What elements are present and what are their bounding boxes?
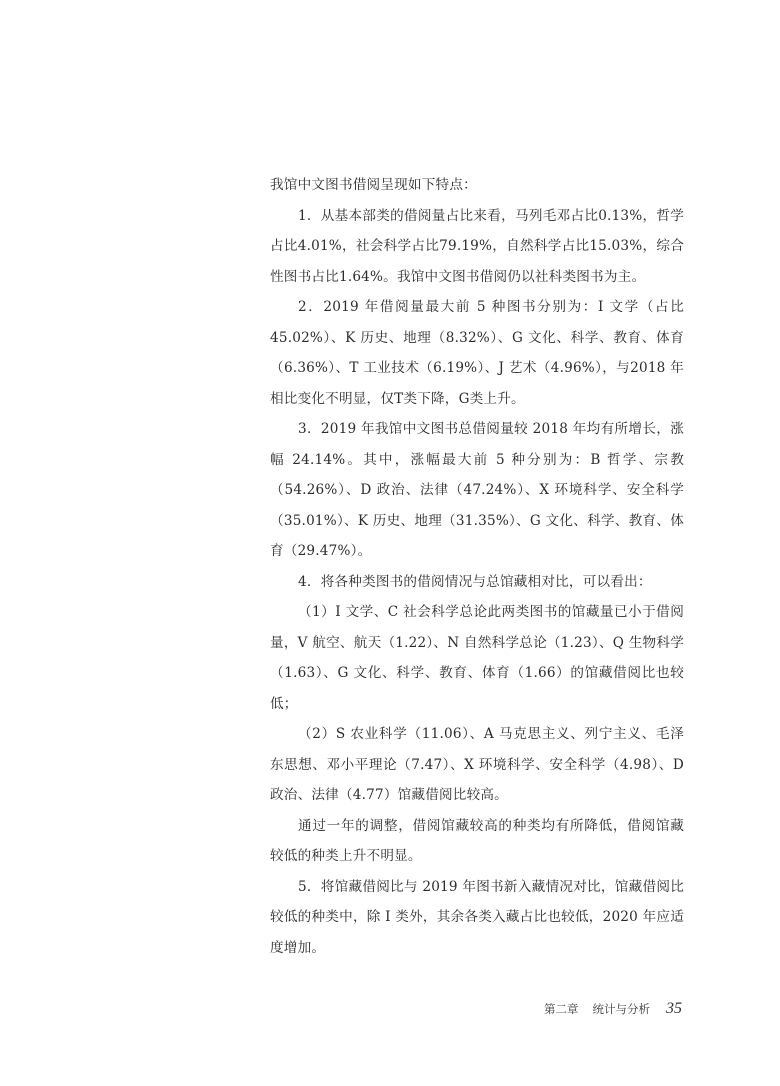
paragraph-3-growth: 3．2019 年我馆中文图书总借阅量较 2018 年均有所增长，涨幅 24.14%。其中，涨幅最大前 5 种分别为：B 哲学、宗教（54.26%）、D 政治、法律（47.24%）、X 环境科学、安全科学（35.01%）、K 历史、地理（31.35%）、G 文化、科学、教育、体育（29.47%）。 xyxy=(270,421,684,559)
paragraph-adjustment: 通过一年的调整，借阅馆藏较高的种类均有所降低，借阅馆藏较低的种类上升不明显。 xyxy=(270,817,684,864)
page-footer xyxy=(544,1000,682,1018)
paragraph-1-category-share: 1．从基本部类的借阅量占比来看，马列毛邓占比0.13%，哲学占比4.01%，社会科学占比79.19%，自然科学占比15.03%，综合性图书占比1.64%。我馆中文图书借阅仍以社科类图书为主。 xyxy=(270,207,684,285)
intro-paragraph: 我馆中文图书借阅呈现如下特点： xyxy=(270,177,477,193)
footer-section: 统计与分析 xyxy=(592,1002,650,1016)
paragraph-5-acquisition: 5．将馆藏借阅比与 2019 年图书新入藏情况对比，馆藏借阅比较低的种类中，除 I 类外，其余各类入藏占比也较低，2020 年应适度增加。 xyxy=(270,878,684,956)
paragraph-2-top-five: 2．2019 年借阅量最大前 5 种图书分别为：I 文学（占比45.02%）、K 历史、地理（8.32%）、G 文化、科学、教育、体育（6.36%）、T 工业技术（6.19%）、J 艺术（4.96%），与2018 年相比变化不明显，仅T类下降，G类上升。 xyxy=(270,299,684,407)
body-text xyxy=(270,170,684,963)
footer-chapter: 第二章 xyxy=(544,1002,579,1016)
page-number: 35 xyxy=(666,1000,682,1017)
paragraph-4-2-high-ratio: （2）S 农业科学（11.06）、A 马克思主义、列宁主义、毛泽东思想、邓小平理论（7.47）、X 环境科学、安全科学（4.98）、D 政治、法律（4.77）馆藏借阅比较高。 xyxy=(270,726,684,803)
paragraph-4-comparison: 4．将各种类图书的借阅情况与总馆藏相对比，可以看出： xyxy=(298,573,652,590)
paragraph-4-1-low-ratio: （1）I 文学、C 社会科学总论此两类图书的馆藏量已小于借阅量，V 航空、航天（1.22）、N 自然科学总论（1.23）、Q 生物科学（1.63）、G 文化、科学、教育、体育（1.66）的馆藏借阅比也较低； xyxy=(270,604,684,712)
